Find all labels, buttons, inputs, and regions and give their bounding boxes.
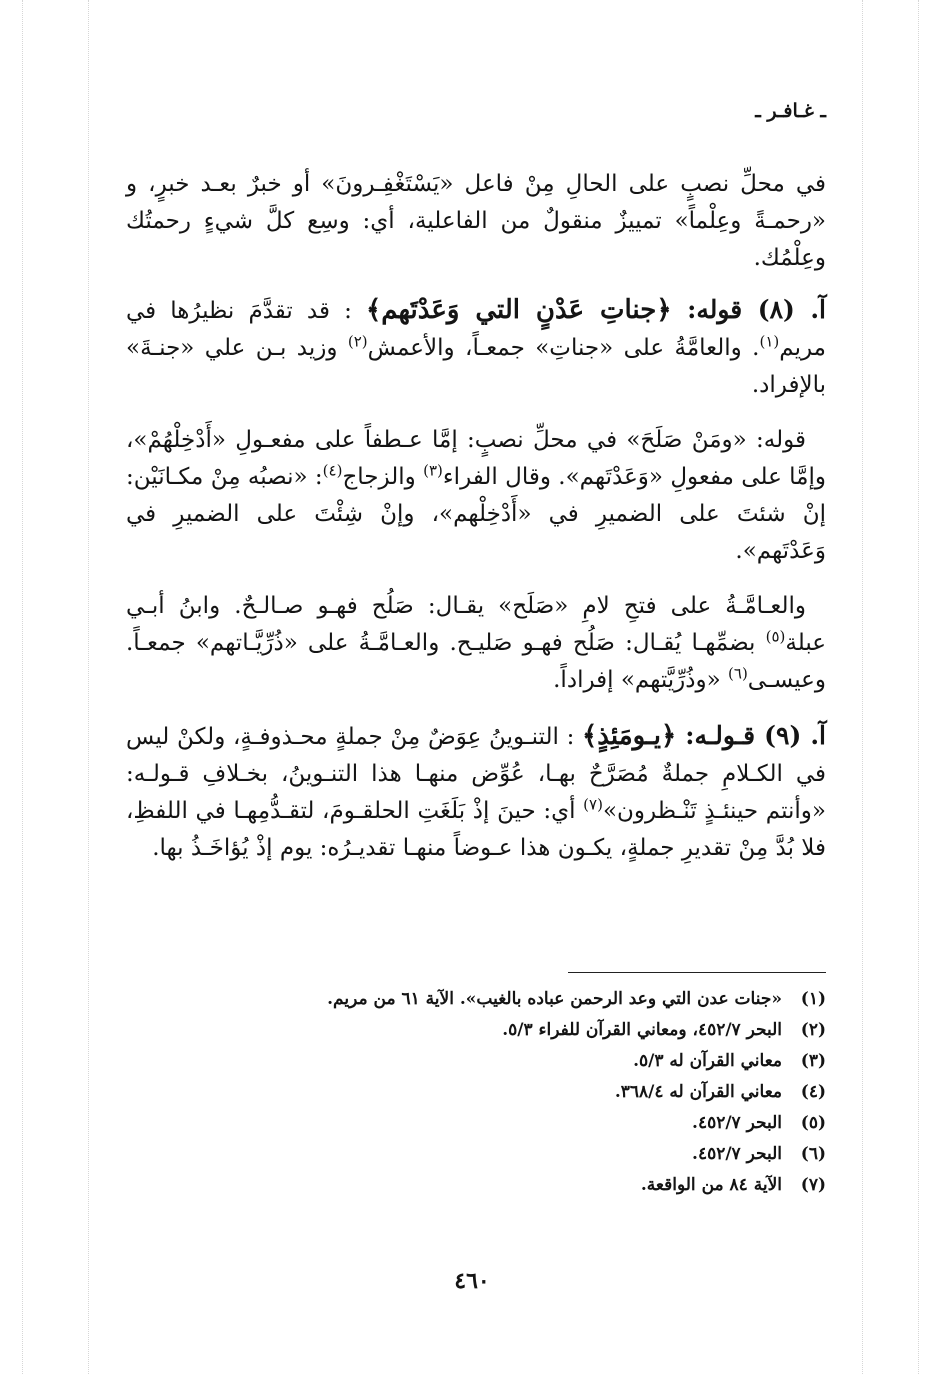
footnote-item <box>126 1046 826 1077</box>
paragraph-text: قوله: «ومَنْ صَلَحَ» في محلِّ نصبٍ: إمَّا عـطفاً على مفعـولِ «أَدْخِلْهُمْ»، وإمَّا على مفعولِ «وَعَدْتَهم». وقال الفراء <box>126 427 826 490</box>
footnote-number: (٤) <box>800 1082 826 1102</box>
footnote-text: الآية ٨٤ من الواقعة. <box>640 1175 782 1195</box>
scan-guide-line <box>88 0 89 1374</box>
paragraph-text: : التنـوينُ عِوَضٌ مِنْ جملةٍ محـذوفـةٍ، ولكنْ ليس في الكـلامِ جملةٌ مُصَرَّحٌ بهـا، عُوِّض منهـا هذا التنـوينُ، بخـلافِ قـولـه: «وأنتم حينئـذٍ تَنْـظرون» <box>126 724 826 824</box>
paragraph-text: أي: حينَ إذْ بَلَغَتِ الحلقـومَ، لتقـدُّمِهـا في اللفظِ، فلا بُدَّ مِنْ تقديرِ جملةٍ، يكـون هذا عـوضاً منهـا تقديـرُه: يوم إذْ يُؤاخَـذُ بها. <box>126 798 826 861</box>
paragraph-text: «وذُرِّيَّتهم» إفراداً. <box>553 667 729 693</box>
footnote-text: معاني القرآن له ٣٦٨/٤. <box>614 1082 782 1102</box>
footnote-marker: (٣) <box>423 461 443 480</box>
running-header: ـ غـافـر ـ <box>755 100 826 122</box>
paragraph-text: بضمِّهـا يُقـال: صَلُح فهـو صَليـح. والعـامَّـةُ على «ذُرِّيَّـاتهم» جمعـاً. وعيسـى <box>126 630 826 693</box>
footnote-marker: (٢) <box>347 332 368 351</box>
verse-reference: آ. (٩) قـولـه: <box>676 721 827 750</box>
scan-guide-line <box>862 0 863 1374</box>
paragraph-text: : قد تقدَّمَ نظيرُها في مريم <box>126 298 826 361</box>
footnote-number: (١) <box>800 989 826 1009</box>
footnote-item <box>126 1108 826 1139</box>
paragraph-text: وزيد بـن علي «جنـةَ» بالإفراد. <box>126 335 826 398</box>
footnote-item <box>126 1139 826 1170</box>
scan-guide-line <box>22 0 23 1374</box>
paragraph-text: والزجاج <box>342 464 424 490</box>
footnote-item <box>126 984 826 1015</box>
paragraph-5 <box>126 717 826 867</box>
quran-quote: ﴿يـومَئِذٍ﴾ <box>582 721 677 751</box>
footnote-item <box>126 1077 826 1108</box>
footnote-item <box>126 1170 826 1201</box>
footnote-number: (٢) <box>800 1020 826 1040</box>
footnotes-list <box>126 984 826 1201</box>
footnote-number: (٥) <box>800 1113 826 1133</box>
footnote-text: البحر ٤٥٢/٧. <box>692 1144 782 1164</box>
footnote-text: البحر ٤٥٢/٧. <box>692 1113 782 1133</box>
paragraph-text: . والعامَّةُ على «جناتِ» جمعـاً، والأعمش <box>367 335 760 361</box>
scan-guide-line <box>918 0 919 1374</box>
footnote-text: «جنات عدن التي وعد الرحمن عباده بالغيب». الآية ٦١ من مريم. <box>327 989 782 1009</box>
page-number: ٤٦٠ <box>454 1268 490 1294</box>
paragraph-1: في محلِّ نصبٍ على الحالِ مِنْ فاعل «يَسْتَغْفِـرونَ» أو خبرٌ بعـد خبرٍ، و «رحمـةً وعِلْماً» تمييزٌ منقولٌ من الفاعلية، أي: وسِع كلَّ شيءٍ رحمتُك وعِلْمُك. <box>126 171 826 271</box>
main-text <box>126 166 826 885</box>
footnote-text: معاني القرآن له ٥/٣. <box>633 1051 782 1071</box>
footnote-marker: (٧) <box>583 795 603 814</box>
footnote-item <box>126 1015 826 1046</box>
footnote-marker: (٤) <box>322 461 343 480</box>
paragraph-text: : «نصبُه مِنْ مكـانَيْن: إنْ شئتَ على الضميرِ في «أَدْخِلْهم»، وإنْ شِئْتَ على الضميرِ في وَعَدْتَهم». <box>126 464 826 564</box>
paragraph-4 <box>126 588 826 699</box>
footnote-marker: (٦) <box>728 664 748 683</box>
footnote-number: (٣) <box>800 1051 826 1071</box>
quran-quote: ﴿جناتِ عَدْنٍ التي وَعَدْتَهم﴾ <box>366 295 672 325</box>
paragraph-2 <box>126 291 826 404</box>
footnote-number: (٧) <box>800 1175 826 1195</box>
footnote-text: البحر ٤٥٢/٧، ومعاني القرآن للفراء ٥/٣. <box>502 1020 782 1040</box>
footnote-separator <box>568 972 826 973</box>
verse-reference: آ. (٨) قوله: <box>671 295 826 324</box>
paragraph-text: والعـامَّـةُ على فتحِ لامِ «صَلَح» يقـال: صَلُح فهـو صـالـحٌ. وابنُ أبـي عبلة <box>126 593 826 656</box>
footnote-number: (٦) <box>800 1144 826 1164</box>
paragraph-3 <box>126 422 826 570</box>
footnote-marker: (٥) <box>765 627 786 646</box>
footnote-marker: (١) <box>759 332 780 351</box>
